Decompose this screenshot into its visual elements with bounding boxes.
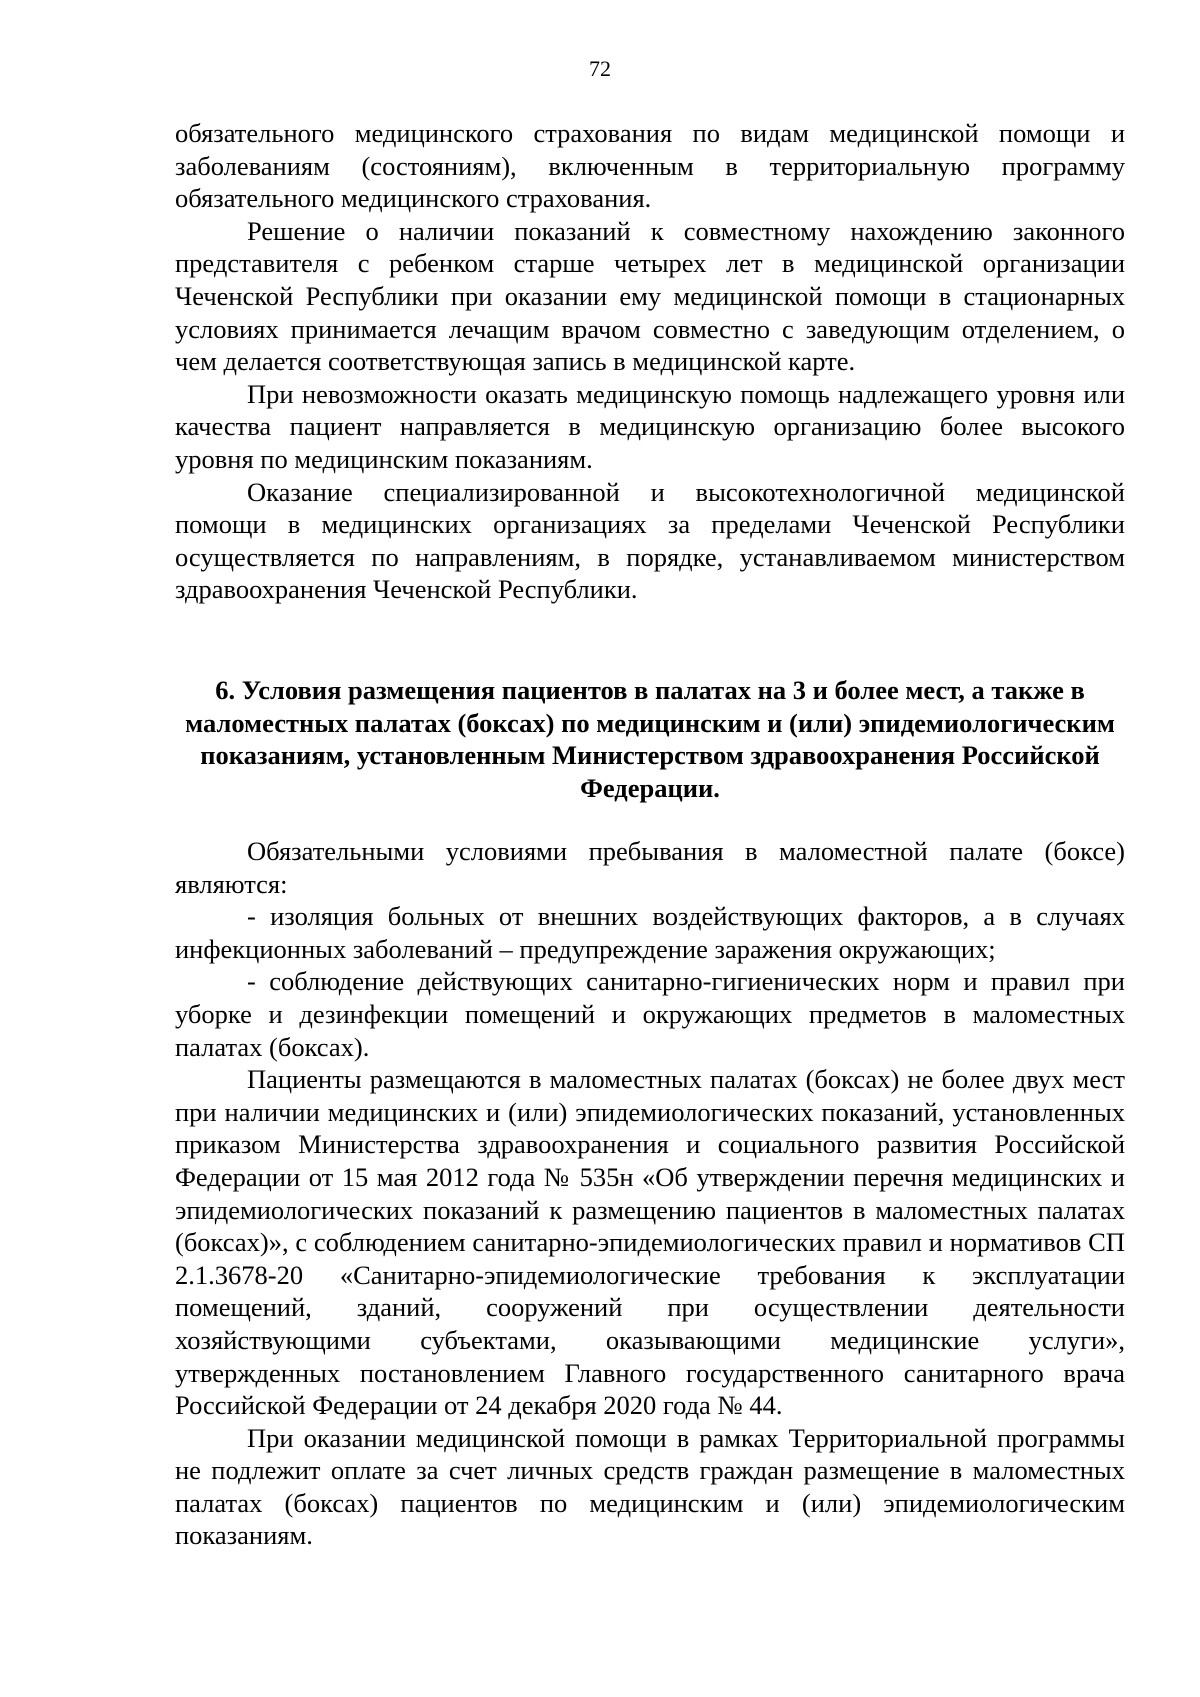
text-block-bottom — [175, 835, 1125, 1552]
paragraph-continuation: обязательного медицинского страхования по видам медицинской помощи и заболеваниям (состояниям), включенным в территориальную программу обязательного медицинского страхования. — [175, 118, 1125, 214]
paragraph-payment: При оказании медицинской помощи в рамках Территориальной программы не подлежит оплате за счет личных средств граждан размещение в маломестных палатах (боксах) пациентов по медицинским и (или) эпидемиологическим показаниям. — [175, 1422, 1125, 1551]
paragraph-mandatory-conditions: Обязательными условиями пребывания в маломестной палате (боксе) являются: — [175, 836, 1125, 899]
text-block-top — [175, 117, 1125, 606]
paragraph-referral: При невозможности оказать медицинскую помощь надлежащего уровня или качества пациент направляется в медицинскую организацию более высокого уровня по медицинским показаниям. — [175, 378, 1125, 474]
paragraph-specialized-care: Оказание специализированной и высокотехнологичной медицинской помощи в медицинских организациях за пределами Чеченской Республики осуществляется по направлениям, в порядке, устанавливаемом министерством здравоохранения Чеченской Республики. — [175, 476, 1125, 605]
paragraph-placement-rules: Пациенты размещаются в маломестных палатах (боксах) не более двух мест при наличии медицинских и (или) эпидемиологических показаний, установленных приказом Министерства здравоохранения и социального развития Российской Федерации от 15 мая 2012 года № 535н «Об утверждении перечня медицинских и эпидемиологических показаний к размещению пациентов в маломестных палатах (боксах)», с соблюдением санитарно-эпидемиологических правил и нормативов СП 2.1.3678-20 «Санитарно-эпидемиологические требования к эксплуатации помещений, зданий, сооружений при осуществлении деятельности хозяйствующими субъектами, оказывающими медицинские услуги», утвержденных постановлением Главного государственного санитарного врача Российской Федерации от 24 декабря 2020 года № 44. — [175, 1064, 1125, 1421]
page-number: 72 — [589, 56, 611, 81]
section-heading: 6. Условия размещения пациентов в палатах на 3 и более мест, а также в маломестных палатах (боксах) по медицинским и (или) эпидемиологическим показаниям, установленным Министерством здравоохранения Российской Федерации. — [185, 675, 1115, 803]
list-item-isolation: - изоляция больных от внешних воздействующих факторов, а в случаях инфекционных заболеваний – предупреждение заражения окружающих; — [175, 901, 1125, 964]
list-item-sanitary-norms: - соблюдение действующих санитарно-гигиенических норм и правил при уборке и дезинфекции помещений и окружающих предметов в маломестных палатах (боксах). — [175, 966, 1125, 1062]
paragraph-guardian-decision: Решение о наличии показаний к совместному нахождению законного представителя с ребенком старше четырех лет в медицинской организации Чеченской Республики при оказании ему медицинской помощи в стационарных условиях принимается лечащим врачом совместно с заведующим отделением, о чем делается соответствующая запись в медицинской карте. — [175, 215, 1125, 377]
